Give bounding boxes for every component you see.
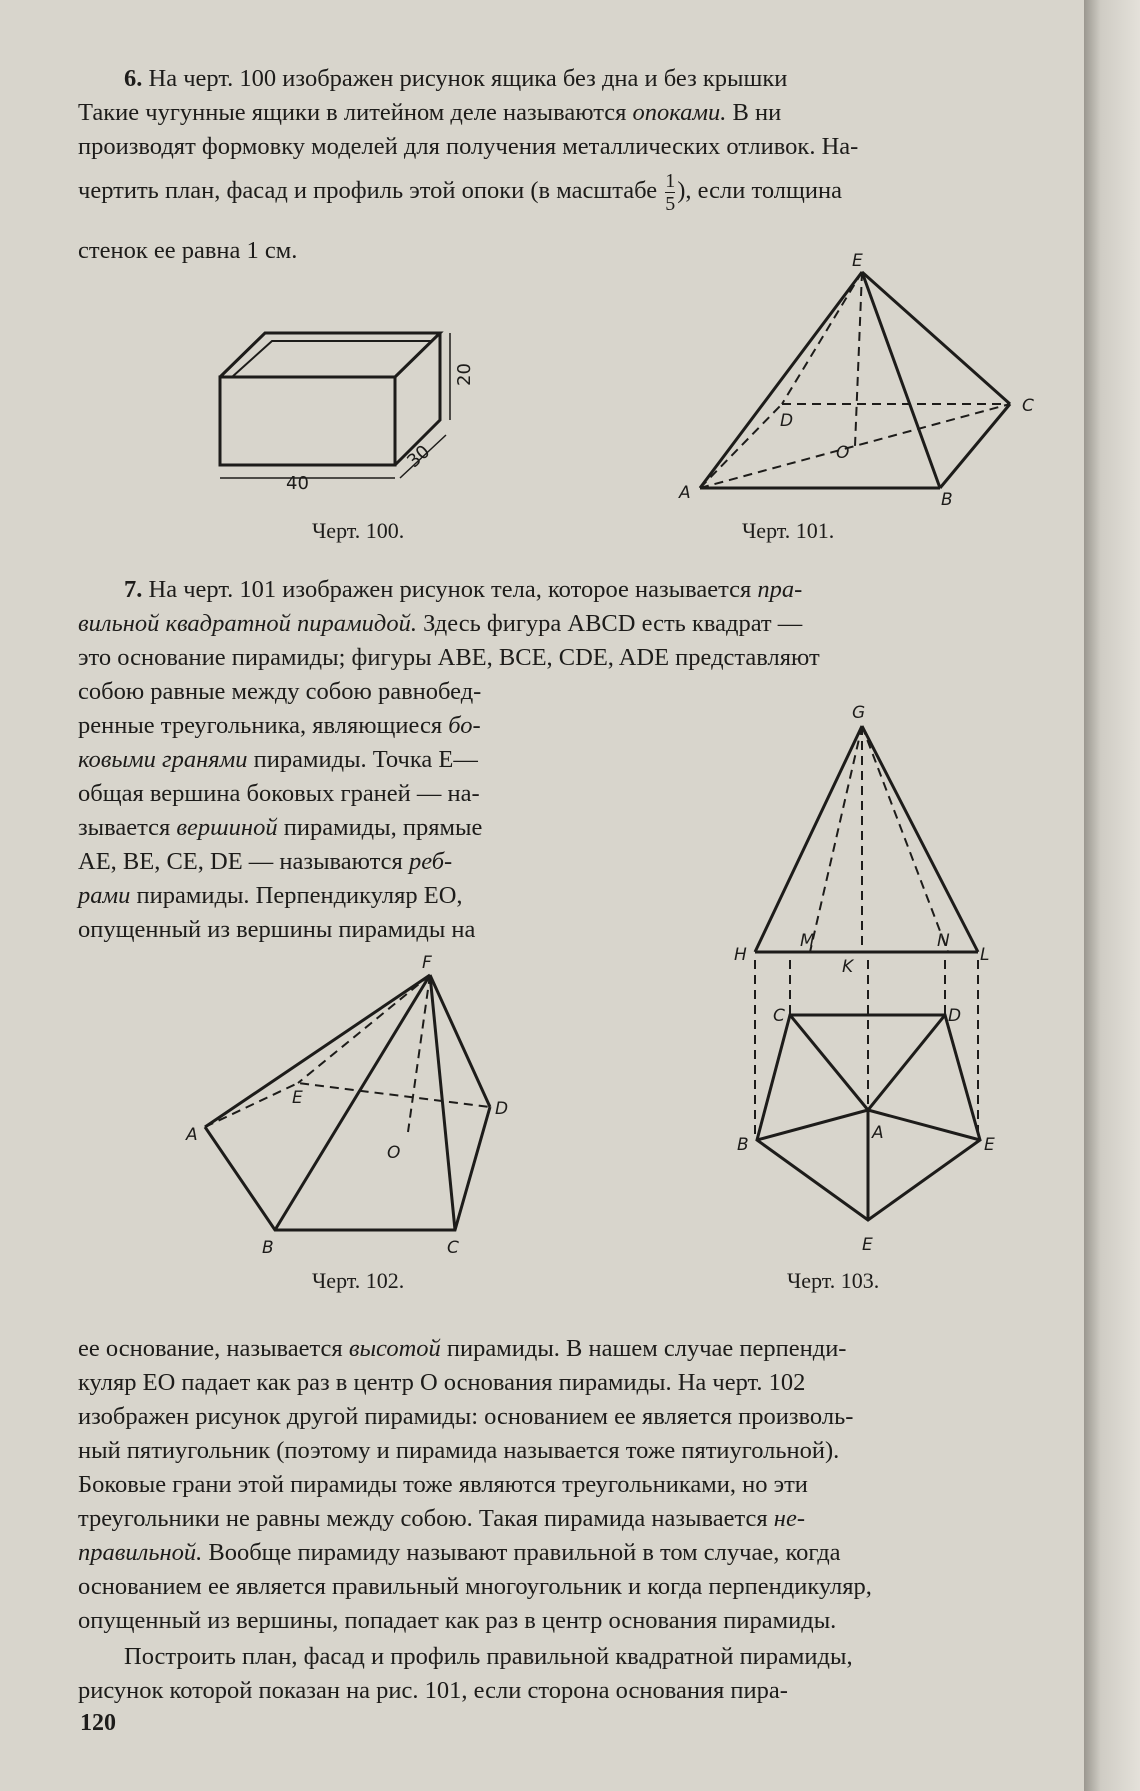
label-N: N: [937, 931, 950, 951]
diagonal-AC: [700, 404, 1010, 488]
text-line-11: рисунок которой показан на рис. 101, если сторона основания пира-: [78, 1677, 788, 1704]
label-C: C: [447, 1238, 459, 1258]
height-EO: [855, 272, 862, 446]
figure-101-pyramid: [700, 272, 1010, 488]
problem-7-line-10: рами пирамиды. Перпендикуляр EO,: [78, 882, 463, 909]
label-G: G: [852, 703, 866, 723]
plan-line-CA: [790, 1015, 868, 1110]
box-top-face: [220, 333, 440, 377]
label-C: C: [773, 1006, 785, 1026]
edge-EC: [862, 272, 1010, 404]
label-B: B: [262, 1238, 274, 1258]
label-D: D: [780, 411, 794, 431]
plan-line-EA: [868, 1110, 980, 1140]
page-edge-shadow: [1084, 0, 1140, 1791]
front-hidden-GN: [862, 726, 948, 952]
problem-7-line-3: это основание пирамиды; фигуры ABE, BCE, CDE, ADE представляют: [78, 644, 820, 671]
text-line-6: треугольники не равны между собою. Такая пирамида называется не-: [78, 1505, 805, 1532]
hidden-edge-FE: [298, 975, 430, 1083]
scale-fraction: $\frac{1}{5}$: [665, 170, 676, 215]
plan-line-BA: [757, 1110, 868, 1140]
text-line-3: изображен рисунок другой пирамиды: основанием ее является произволь-: [78, 1403, 854, 1430]
problem-6-line-1: 6. На черт. 100 изображен рисунок ящика без дна и без крышки: [124, 65, 788, 92]
problem-number: 7.: [124, 576, 143, 603]
hidden-base: [205, 1083, 490, 1127]
text-line-7: правильной. Вообще пирамиду называют правильной в том случае, когда: [78, 1539, 841, 1566]
height-FO: [408, 975, 430, 1132]
problem-7-line-4: собою равные между собою равнобед-: [78, 678, 482, 705]
dim-depth-label: 30: [403, 441, 435, 473]
figure-102-pyramid: [205, 975, 490, 1230]
problem-number: 6.: [124, 65, 143, 92]
label-D: D: [495, 1099, 509, 1119]
caption-fig-102: Черт. 102.: [312, 1268, 405, 1293]
problem-7-line-8: зывается вершиной пирамиды, прямые: [78, 814, 483, 841]
hidden-edge-AD: [700, 404, 782, 488]
front-edge-left: [755, 726, 862, 952]
front-hidden-GM: [810, 726, 862, 952]
label-F: F: [422, 953, 432, 973]
figure-103-projections: [755, 726, 980, 1220]
problem-7-line-9: AE, BE, CE, DE — называются реб-: [78, 848, 453, 875]
front-edge-right: [862, 726, 978, 952]
hidden-edge-ED: [782, 272, 862, 404]
text-line-5: Боковые грани этой пирамиды тоже являются треугольниками, но эти: [78, 1471, 808, 1498]
base-visible: [205, 1107, 490, 1230]
dim-width-label: 40: [286, 473, 309, 494]
text-line-8: основанием ее является правильный многоугольник и когда перпендикуляр,: [78, 1573, 872, 1600]
label-L: L: [980, 945, 990, 965]
label-O: O: [387, 1143, 401, 1163]
label-K: K: [842, 957, 854, 977]
text-line-10: Построить план, фасад и профиль правильной квадратной пирамиды,: [124, 1643, 853, 1670]
label-C: C: [1022, 396, 1034, 416]
problem-7-line-6: ковыми гранями пирамиды. Точка E—: [78, 746, 478, 773]
label-M: M: [800, 931, 815, 951]
label-A: A: [186, 1125, 198, 1145]
problem-6-line-2: Такие чугунные ящики в литейном деле называются опоками. В ни: [78, 99, 782, 126]
label-H: H: [734, 945, 747, 965]
page-number: 120: [80, 1710, 116, 1736]
problem-7-line-1: 7. На черт. 101 изображен рисунок тела, которое называется пра-: [124, 576, 803, 603]
text-line-9: опущенный из вершины, попадает как раз в центр основания пирамиды.: [78, 1607, 837, 1634]
text-line-1: ее основание, называется высотой пирамиды. В нашем случае перпенди-: [78, 1335, 847, 1362]
text-line-4: ный пятиугольник (поэтому и пирамида называется тоже пятиугольной).: [78, 1437, 840, 1464]
edge-FA: [205, 975, 430, 1127]
problem-6-line-5: стенок ее равна 1 см.: [78, 237, 298, 264]
problem-7-line-2: вильной квадратной пирамидой. Здесь фигура ABCD есть квадрат —: [78, 610, 803, 637]
edge-EB: [862, 272, 940, 488]
text-line-2: куляр EO падает как раз в центр O основания пирамиды. На черт. 102: [78, 1369, 806, 1396]
problem-7-line-5: ренные треугольника, являющиеся бо-: [78, 712, 481, 739]
label-E: E: [292, 1088, 303, 1108]
label-A: A: [872, 1123, 884, 1143]
problem-6-line-4: чертить план, фасад и профиль этой опоки (в масштабе $\frac{1}{5}$ ), если толщина: [78, 170, 842, 215]
dim-height-label: 20: [454, 363, 475, 386]
edge-FD: [430, 975, 490, 1107]
problem-7-line-7: общая вершина боковых граней — на-: [78, 780, 480, 807]
problem-7-line-11: опущенный из вершины пирамиды на: [78, 916, 476, 943]
caption-fig-101: Черт. 101.: [742, 518, 835, 543]
caption-fig-103: Черт. 103.: [787, 1268, 880, 1293]
label-A: A: [679, 483, 691, 503]
label-B: B: [941, 490, 953, 510]
label-B: B: [737, 1135, 749, 1155]
edge-BC: [940, 404, 1010, 488]
label-O: O: [836, 443, 850, 463]
label-D: D: [948, 1006, 962, 1026]
label-E: E: [852, 251, 863, 271]
caption-fig-100: Черт. 100.: [312, 518, 405, 543]
label-E: E: [984, 1135, 995, 1155]
box-front-face: [220, 377, 395, 465]
problem-6-line-3: производят формовку моделей для получения металлических отливок. На-: [78, 133, 859, 160]
label-E-bottom: E: [862, 1235, 873, 1255]
plan-line-DA: [868, 1015, 945, 1110]
